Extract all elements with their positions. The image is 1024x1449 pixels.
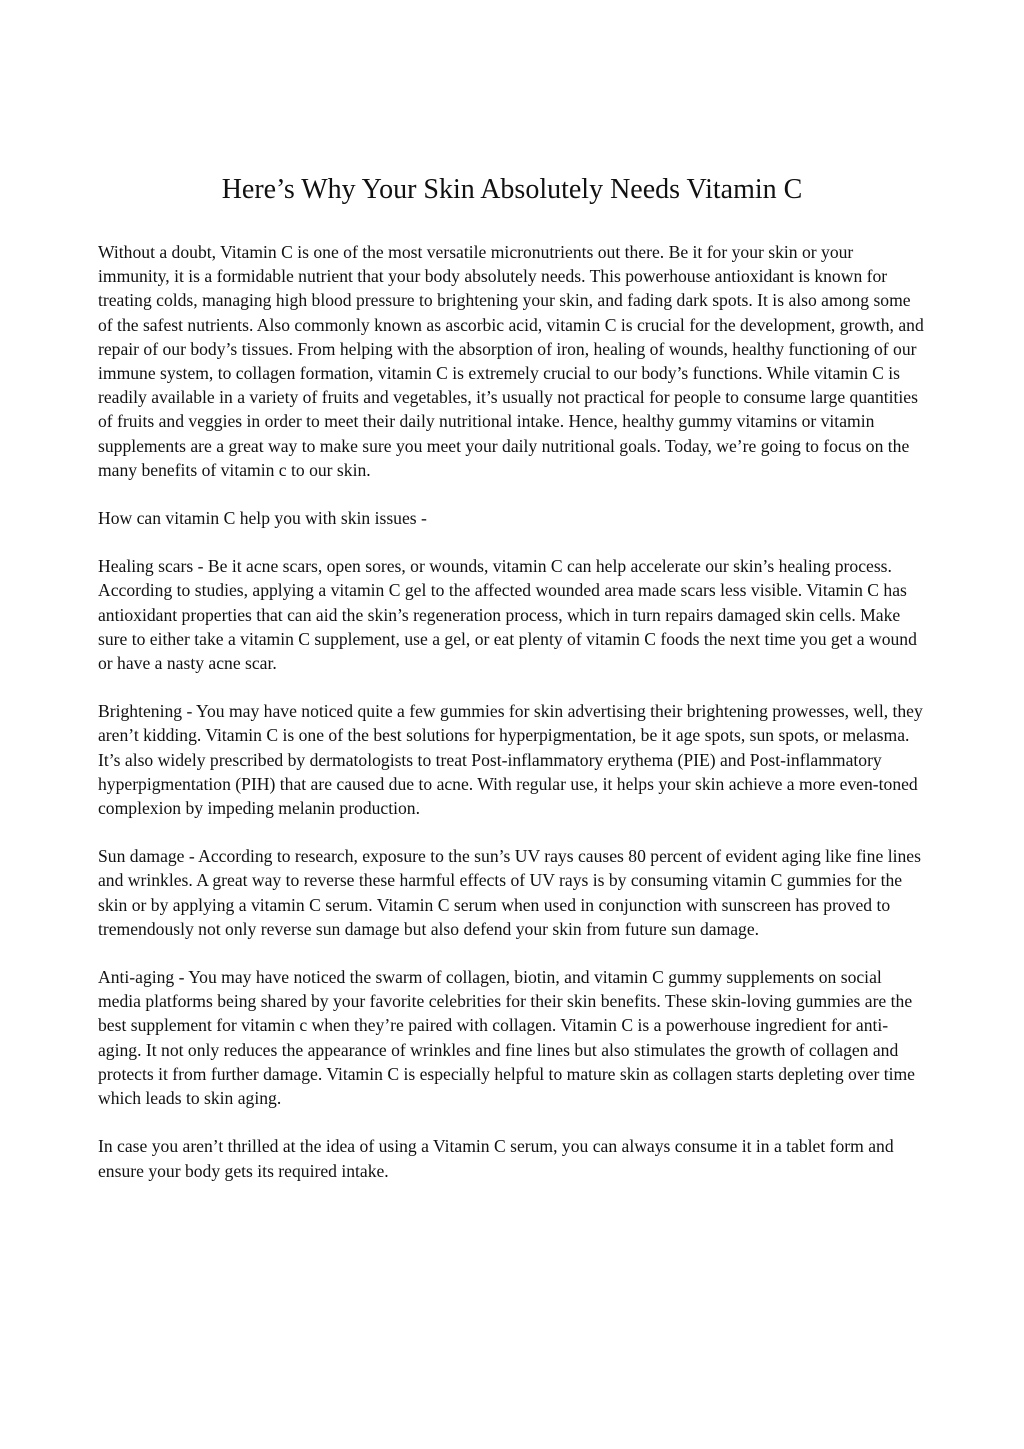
section-brightening: Brightening - You may have noticed quite a few gummies for skin advertising their brightening prowesses, well, they aren’t kidding. Vitamin C is one of the best solutions for hyperpigmentation, be it age spots, sun spots, or melasma. It’s also widely prescribed by dermatologists to treat Post-inflammatory erythema (PIE) and Post-inflammatory hyperpigmentation (PIH) that are caused due to acne. With regular use, it helps your skin achieve a more even-toned complexion by impeding melanin production. (98, 701, 923, 819)
document-title: Here’s Why Your Skin Absolutely Needs Vitamin C (221, 174, 803, 205)
question-paragraph: How can vitamin C help you with skin issues - (98, 508, 427, 529)
document-page (98, 172, 926, 1207)
section-healing-scars: Healing scars - Be it acne scars, open sores, or wounds, vitamin C can help accelerate our skin’s healing process. According to studies, applying a vitamin C gel to the affected wounded area made scars less visible. Vitamin C has antioxidant properties that can aid the skin’s regeneration process, which in turn repairs damaged skin cells. Make sure to either take a vitamin C supplement, use a gel, or eat plenty of vitamin C foods the next time you get a wound or have a nasty acne scar. (98, 556, 917, 674)
section-anti-aging: Anti-aging - You may have noticed the swarm of collagen, biotin, and vitamin C gummy supplements on social media platforms being shared by your favorite celebrities for their skin benefits. These skin-loving gummies are the best supplement for vitamin c when they’re paired with collagen. Vitamin C is a powerhouse ingredient for anti-aging. It not only reduces the appearance of wrinkles and fine lines but also stimulates the growth of collagen and protects it from further damage. Vitamin C is especially helpful to mature skin as collagen starts depleting over time which leads to skin aging. (98, 967, 915, 1109)
closing-paragraph: In case you aren’t thrilled at the idea of using a Vitamin C serum, you can always consume it in a tablet form and ensure your body gets its required intake. (98, 1136, 894, 1181)
section-sun-damage: Sun damage - According to research, exposure to the sun’s UV rays causes 80 percent of evident aging like fine lines and wrinkles. A great way to reverse these harmful effects of UV rays is by consuming vitamin C gummies for the skin or by applying a vitamin C serum. Vitamin C serum when used in conjunction with sunscreen has proved to tremendously not only reverse sun damage but also defend your skin from future sun damage. (98, 846, 921, 939)
intro-paragraph: Without a doubt, Vitamin C is one of the most versatile micronutrients out there. Be it for your skin or your immunity, it is a formidable nutrient that your body absolutely needs. This powerhouse antioxidant is known for treating colds, managing high blood pressure to brightening your skin, and fading dark spots. It is also among some of the safest nutrients. Also commonly known as ascorbic acid, vitamin C is crucial for the development, growth, and repair of our body’s tissues. From helping with the absorption of iron, healing of wounds, healthy functioning of our immune system, to collagen formation, vitamin C is extremely crucial to our body’s functions. While vitamin C is readily available in a variety of fruits and vegetables, it’s usually not practical for people to consume large quantities of fruits and veggies in order to meet their daily nutritional intake. Hence, healthy gummy vitamins or vitamin supplements are a great way to make sure you meet your daily nutritional goals. Today, we’re going to focus on the many benefits of vitamin c to our skin. (98, 242, 924, 480)
